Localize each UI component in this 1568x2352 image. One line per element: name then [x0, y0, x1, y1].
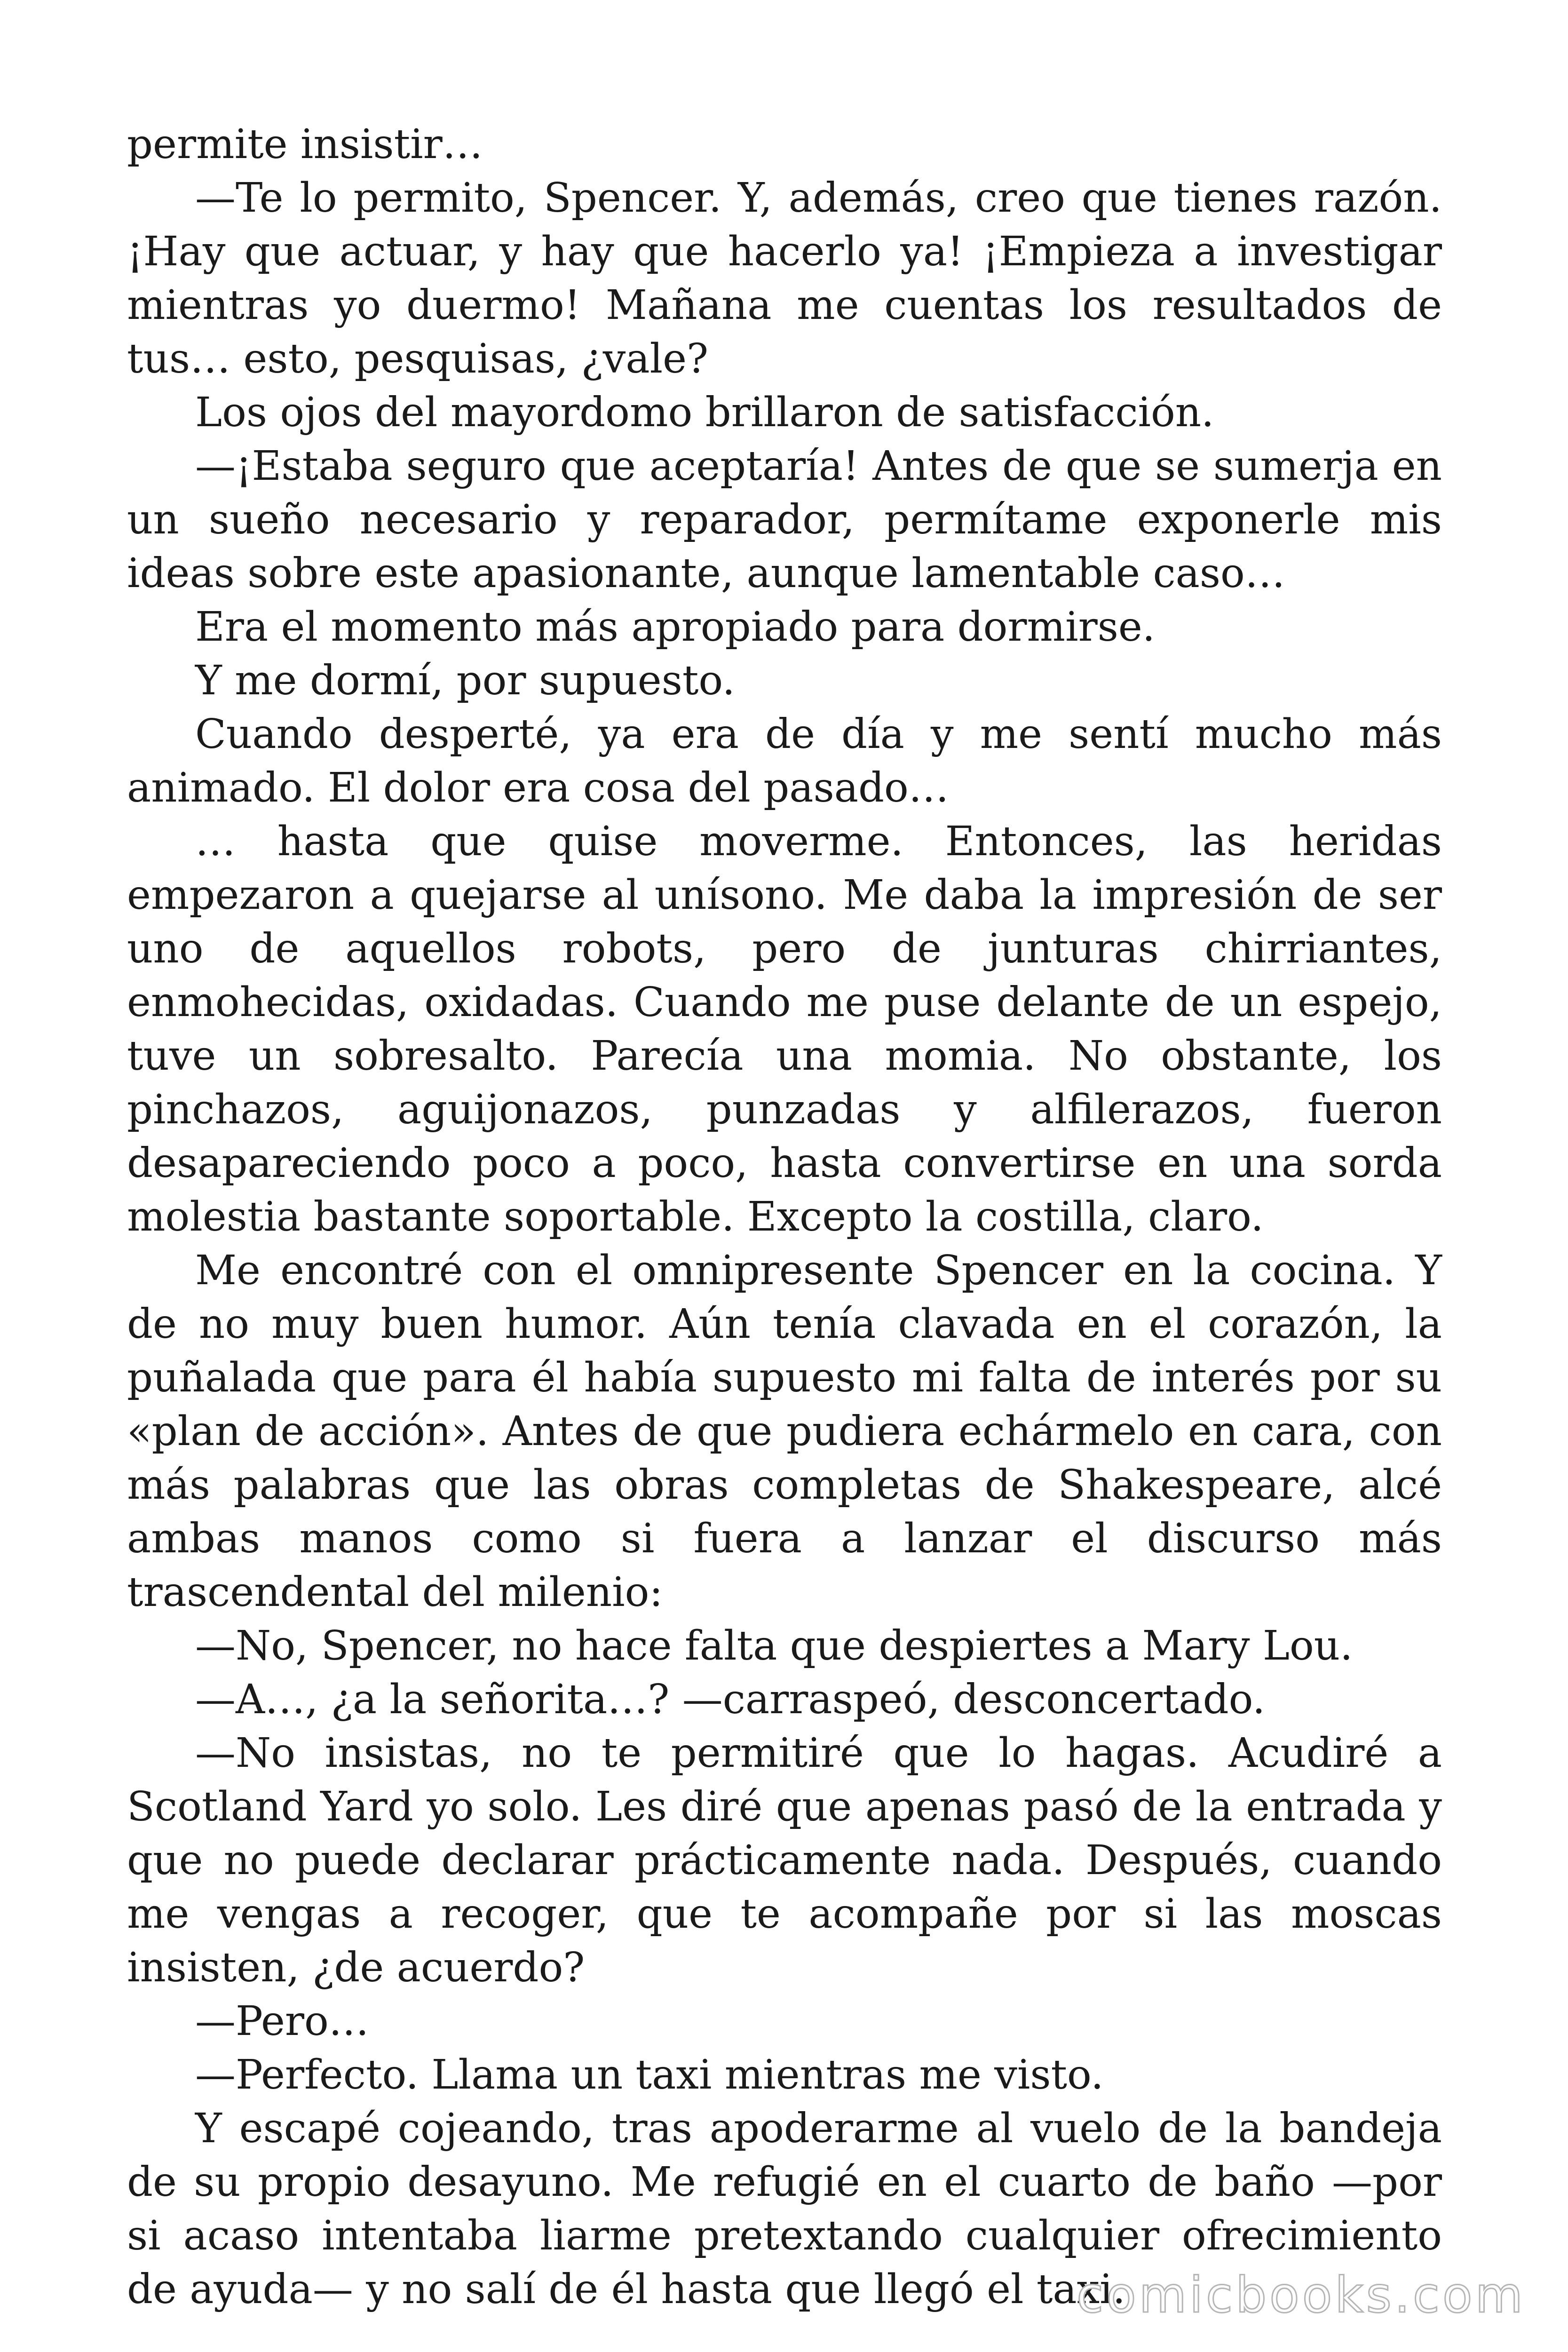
paragraph: —No, Spencer, no hace falta que despiertes a Mary Lou.: [195, 1622, 1353, 1669]
paragraph: —Te lo permito, Spencer. Y, además, creo que tienes razón. ¡Hay que actuar, y hay que hacerlo ya! ¡Empieza a investigar mientras yo duermo! Mañana me cuentas los resultados de tus… esto, pesquisas, ¿vale?: [127, 175, 1442, 382]
watermark: comicbooks.com: [1076, 2266, 1526, 2324]
paragraph: … hasta que quise moverme. Entonces, las heridas empezaron a quejarse al unísono. Me daba la impresión de ser uno de aquellos robots, pero de junturas chirriantes, enmohecidas, oxidadas. Cuando me puse delante de un espejo, tuve un sobresalto. Parecía una momia. No obstante, los pinchazos, aguijonazos, punzadas y alfilerazos, fueron desapareciendo poco a poco, hasta convertirse en una sorda molestia bastante soportable. Excepto la costilla, claro.: [127, 818, 1442, 1240]
paragraph: —A…, ¿a la señorita…? —carraspeó, desconcertado.: [195, 1676, 1266, 1723]
paragraph: Era el momento más apropiado para dormirse.: [195, 604, 1156, 651]
paragraph: —Pero…: [195, 1998, 369, 2045]
paragraph: Me encontré con el omnipresente Spencer en la cocina. Y de no muy buen humor. Aún tenía clavada en el corazón, la puñalada que para él había supuesto mi falta de interés por su «plan de acción». Antes de que pudiera echármelo en cara, con más palabras que las obras completas de Shakespeare, alcé ambas manos como si fuera a lanzar el discurso más trascendental del milenio:: [127, 1247, 1442, 1616]
paragraph: Cuando desperté, ya era de día y me sentí mucho más animado. El dolor era cosa del pasado…: [127, 711, 1442, 811]
page-body-text: [127, 118, 1442, 2316]
paragraph: Y me dormí, por supuesto.: [195, 657, 735, 704]
paragraph: permite insistir…: [127, 121, 483, 168]
paragraph: Y escapé cojeando, tras apoderarme al vuelo de la bandeja de su propio desayuno. Me refugié en el cuarto de baño —por si acaso intentaba liarme pretextando cualquier ofrecimiento de ayuda— y no salí de él hasta que llegó el taxi.: [127, 2105, 1442, 2313]
paragraph: Los ojos del mayordomo brillaron de satisfacción.: [195, 389, 1214, 436]
paragraph: —¡Estaba seguro que aceptaría! Antes de que se sumerja en un sueño necesario y reparador, permítame exponerle mis ideas sobre este apasionante, aunque lamentable caso…: [127, 443, 1442, 597]
paragraph: —Perfecto. Llama un taxi mientras me visto.: [195, 2051, 1104, 2098]
paragraph: —No insistas, no te permitiré que lo hagas. Acudiré a Scotland Yard yo solo. Les diré que apenas pasó de la entrada y que no puede declarar prácticamente nada. Después, cuando me vengas a recoger, que te acompañe por si las moscas insisten, ¿de acuerdo?: [127, 1730, 1442, 1991]
